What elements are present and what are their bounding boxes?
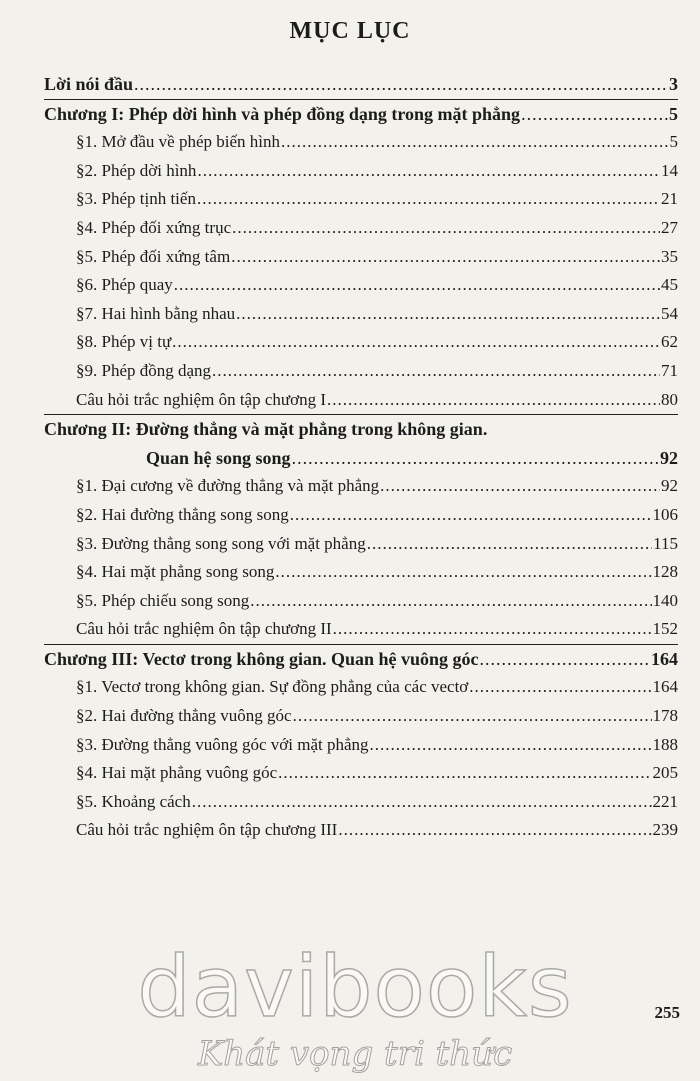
toc-entry-page: 115 — [653, 533, 678, 553]
toc-entry-page: 21 — [661, 189, 678, 209]
toc-entry[interactable] — [44, 386, 678, 415]
toc-entry-label: §1. Đại cương về đường thẳng và mặt phẳng — [76, 476, 380, 496]
toc-entry[interactable] — [44, 530, 678, 559]
dot-leader — [338, 816, 651, 845]
toc-entry-label: §4. Hai mặt phẳng vuông góc — [76, 763, 278, 783]
toc-entry-page: 164 — [652, 677, 678, 697]
toc-entry-label: §2. Phép dời hình — [76, 160, 197, 180]
toc-entry-label: Chương I: Phép dời hình và phép đồng dạng trong mặt phẳng — [44, 103, 521, 124]
toc-entry-label: §5. Phép chiếu song song — [76, 590, 250, 610]
toc-entry-label: §1. Mở đầu về phép biến hình — [76, 132, 280, 152]
toc-entry-label: §3. Đường thẳng song song với mặt phẳng — [76, 533, 366, 553]
page-title: MỤC LỤC — [289, 18, 411, 44]
dot-leader — [197, 157, 660, 186]
toc-entry-label: §5. Phép đối xứng tâm — [76, 246, 231, 266]
dot-leader — [250, 587, 651, 616]
toc-entry-chapter-2-continued[interactable] — [44, 444, 678, 473]
watermark-brand: davibooks — [137, 938, 573, 1036]
toc-entry[interactable] — [44, 214, 678, 243]
toc-entry[interactable] — [44, 472, 678, 501]
toc-entry-page: 188 — [652, 734, 678, 754]
toc-entry[interactable] — [44, 673, 678, 702]
toc-entry-page: 128 — [652, 562, 678, 582]
dot-leader — [380, 472, 660, 501]
dot-leader — [174, 271, 660, 300]
dot-leader — [231, 243, 660, 272]
toc-entry[interactable] — [44, 702, 678, 731]
dot-leader — [236, 300, 660, 329]
toc-entry-page: 92 — [660, 447, 678, 468]
toc-entry-label: Câu hỏi trắc nghiệm ôn tập chương I — [76, 389, 327, 409]
toc-entry-label: §1. Vectơ trong không gian. Sự đồng phẳng của các vectơ — [76, 677, 469, 697]
toc-entry-label: §3. Phép tịnh tiến — [76, 189, 196, 209]
toc-entry[interactable] — [44, 788, 678, 817]
toc-entry-page: 152 — [652, 619, 678, 639]
toc-entry-label: Lời nói đầu — [44, 74, 134, 94]
toc-entry-preface[interactable] — [44, 70, 678, 99]
toc-entry[interactable] — [44, 731, 678, 760]
toc-entry-page: 92 — [661, 476, 678, 496]
dot-leader — [212, 357, 660, 386]
toc-entry-label: §2. Hai đường thẳng vuông góc — [76, 706, 292, 726]
toc-entry-chapter-3[interactable] — [44, 644, 678, 674]
dot-leader — [134, 70, 668, 99]
toc-entry-page: 71 — [661, 360, 678, 380]
toc-entry-page: 140 — [652, 590, 678, 610]
toc-entry[interactable] — [44, 587, 678, 616]
toc-entry-label: §7. Hai hình bằng nhau — [76, 303, 236, 323]
toc-entry[interactable] — [44, 328, 678, 357]
dot-leader — [192, 788, 652, 817]
dot-leader — [469, 673, 651, 702]
toc-entry-label: §2. Hai đường thẳng song song — [76, 504, 289, 524]
toc-entry-page: 221 — [652, 791, 678, 811]
toc-entry-chapter-2[interactable] — [44, 414, 678, 444]
toc-entry-page: 5 — [669, 103, 678, 124]
toc-entry-page: 205 — [652, 763, 678, 783]
toc-entry-page: 178 — [652, 706, 678, 726]
dot-leader — [292, 444, 659, 473]
toc-entry-label: Câu hỏi trắc nghiệm ôn tập chương II — [76, 619, 332, 639]
toc-entry-label: Chương II: Đường thẳng và mặt phẳng trong không gian. — [44, 419, 488, 440]
dot-leader — [232, 214, 660, 243]
toc-entry[interactable] — [44, 157, 678, 186]
dot-leader — [480, 645, 650, 674]
toc-entry[interactable] — [44, 558, 678, 587]
toc-entry-label: §3. Đường thẳng vuông góc với mặt phẳng — [76, 734, 369, 754]
dot-leader — [197, 185, 660, 214]
toc-entry[interactable] — [44, 357, 678, 386]
toc-entry-label: Chương III: Vectơ trong không gian. Quan hệ vuông góc — [44, 648, 479, 669]
toc-entry-label: §8. Phép vị tự — [76, 332, 172, 352]
toc-entry-page: 14 — [661, 160, 678, 180]
table-of-contents — [44, 70, 678, 845]
dot-leader — [172, 328, 660, 357]
toc-entry-page: 54 — [661, 303, 678, 323]
dot-leader — [327, 386, 660, 415]
toc-entry[interactable] — [44, 759, 678, 788]
toc-entry[interactable] — [44, 615, 678, 644]
toc-entry-page: 239 — [652, 820, 678, 840]
toc-entry-page: 164 — [651, 648, 678, 669]
watermark — [120, 938, 590, 1078]
toc-entry-chapter-1[interactable] — [44, 99, 678, 129]
toc-entry[interactable] — [44, 300, 678, 329]
toc-entry-page: 62 — [661, 332, 678, 352]
toc-entry-page: 5 — [669, 132, 678, 152]
toc-entry-label: §5. Khoảng cách — [76, 791, 191, 811]
toc-entry-page: 106 — [652, 504, 678, 524]
dot-leader — [275, 558, 651, 587]
dot-leader — [367, 530, 652, 559]
dot-leader — [521, 100, 668, 129]
dot-leader — [370, 731, 652, 760]
toc-entry-label: Quan hệ song song — [146, 447, 291, 468]
toc-entry-label: §4. Hai mặt phẳng song song — [76, 562, 275, 582]
toc-entry-label: Câu hỏi trắc nghiệm ôn tập chương III — [76, 820, 338, 840]
watermark-slogan: Khát vọng tri thức — [197, 1034, 513, 1074]
toc-entry-label: §4. Phép đối xứng trục — [76, 217, 232, 237]
dot-leader — [293, 702, 652, 731]
toc-entry[interactable] — [44, 816, 678, 845]
dot-leader — [290, 501, 652, 530]
dot-leader — [333, 615, 652, 644]
toc-entry[interactable] — [44, 271, 678, 300]
toc-entry[interactable] — [44, 128, 678, 157]
toc-entry-page: 27 — [661, 217, 678, 237]
dot-leader — [281, 128, 669, 157]
toc-entry-page: 35 — [661, 246, 678, 266]
toc-entry[interactable] — [44, 243, 678, 272]
toc-entry-page: 45 — [661, 275, 678, 295]
toc-entry[interactable] — [44, 501, 678, 530]
toc-entry-page: 80 — [661, 389, 678, 409]
dot-leader — [278, 759, 651, 788]
toc-entry-label: §9. Phép đồng dạng — [76, 360, 212, 380]
page-number: 255 — [654, 1003, 680, 1022]
toc-entry-page: 3 — [669, 74, 678, 94]
toc-entry-label: §6. Phép quay — [76, 275, 173, 295]
toc-entry[interactable] — [44, 185, 678, 214]
